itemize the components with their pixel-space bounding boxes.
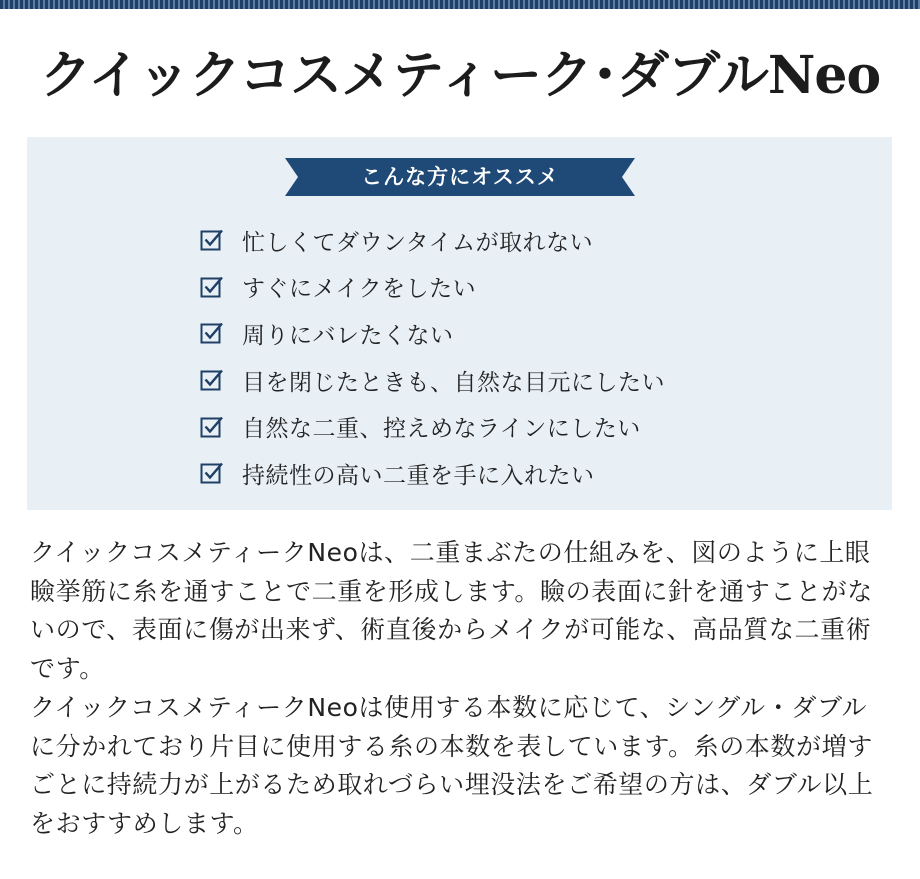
list-item-label: 忙しくてダウンタイムが取れない [242,229,594,256]
list-item-label: すぐにメイクをしたい [242,276,477,303]
list-item [200,310,665,357]
recommend-ribbon [285,158,635,196]
list-item-label: 持続性の高い二重を手に入れたい [242,462,595,489]
list-item-label: 自然な二重、控えめなラインにしたい [242,416,641,443]
list-item [200,357,665,404]
list-item [200,450,665,497]
checkbox-checked-icon [200,461,224,485]
checkbox-checked-icon [200,368,224,392]
recommend-heading: こんな方にオススメ [361,165,559,189]
checkbox-checked-icon [200,321,224,345]
list-item-label: 周りにバレたくない [242,322,454,349]
list-item [200,403,665,450]
recommend-list [200,217,665,497]
description-paragraph: クイックコスメティークNeoは、二重まぶたの仕組みを、図のように上眼瞼挙筋に糸を通すことで二重を形成します。瞼の表面に針を通すことがないので、表面に傷が出来ず、術直後からメイクが可能な、高品質な二重術です。 [30,538,873,684]
checkbox-checked-icon [200,275,224,299]
description-paragraph: クイックコスメティークNeoは使用する本数に応じて、シングル・ダブルに分かれており片目に使用する糸の本数を表しています。糸の本数が増すごとに持続力が上がるため取れづらい埋没法をご希望の方は、ダブル以上をおすすめします。 [30,692,874,838]
list-item [200,264,665,311]
list-item [200,217,665,264]
checkbox-checked-icon [200,415,224,439]
checkbox-checked-icon [200,228,224,252]
top-stripe-decoration [0,0,920,9]
description [30,534,890,844]
list-item-label: 目を閉じたときも、自然な目元にしたい [242,369,665,396]
page-title: クイックコスメティーク･ダブルNeo [39,45,881,106]
